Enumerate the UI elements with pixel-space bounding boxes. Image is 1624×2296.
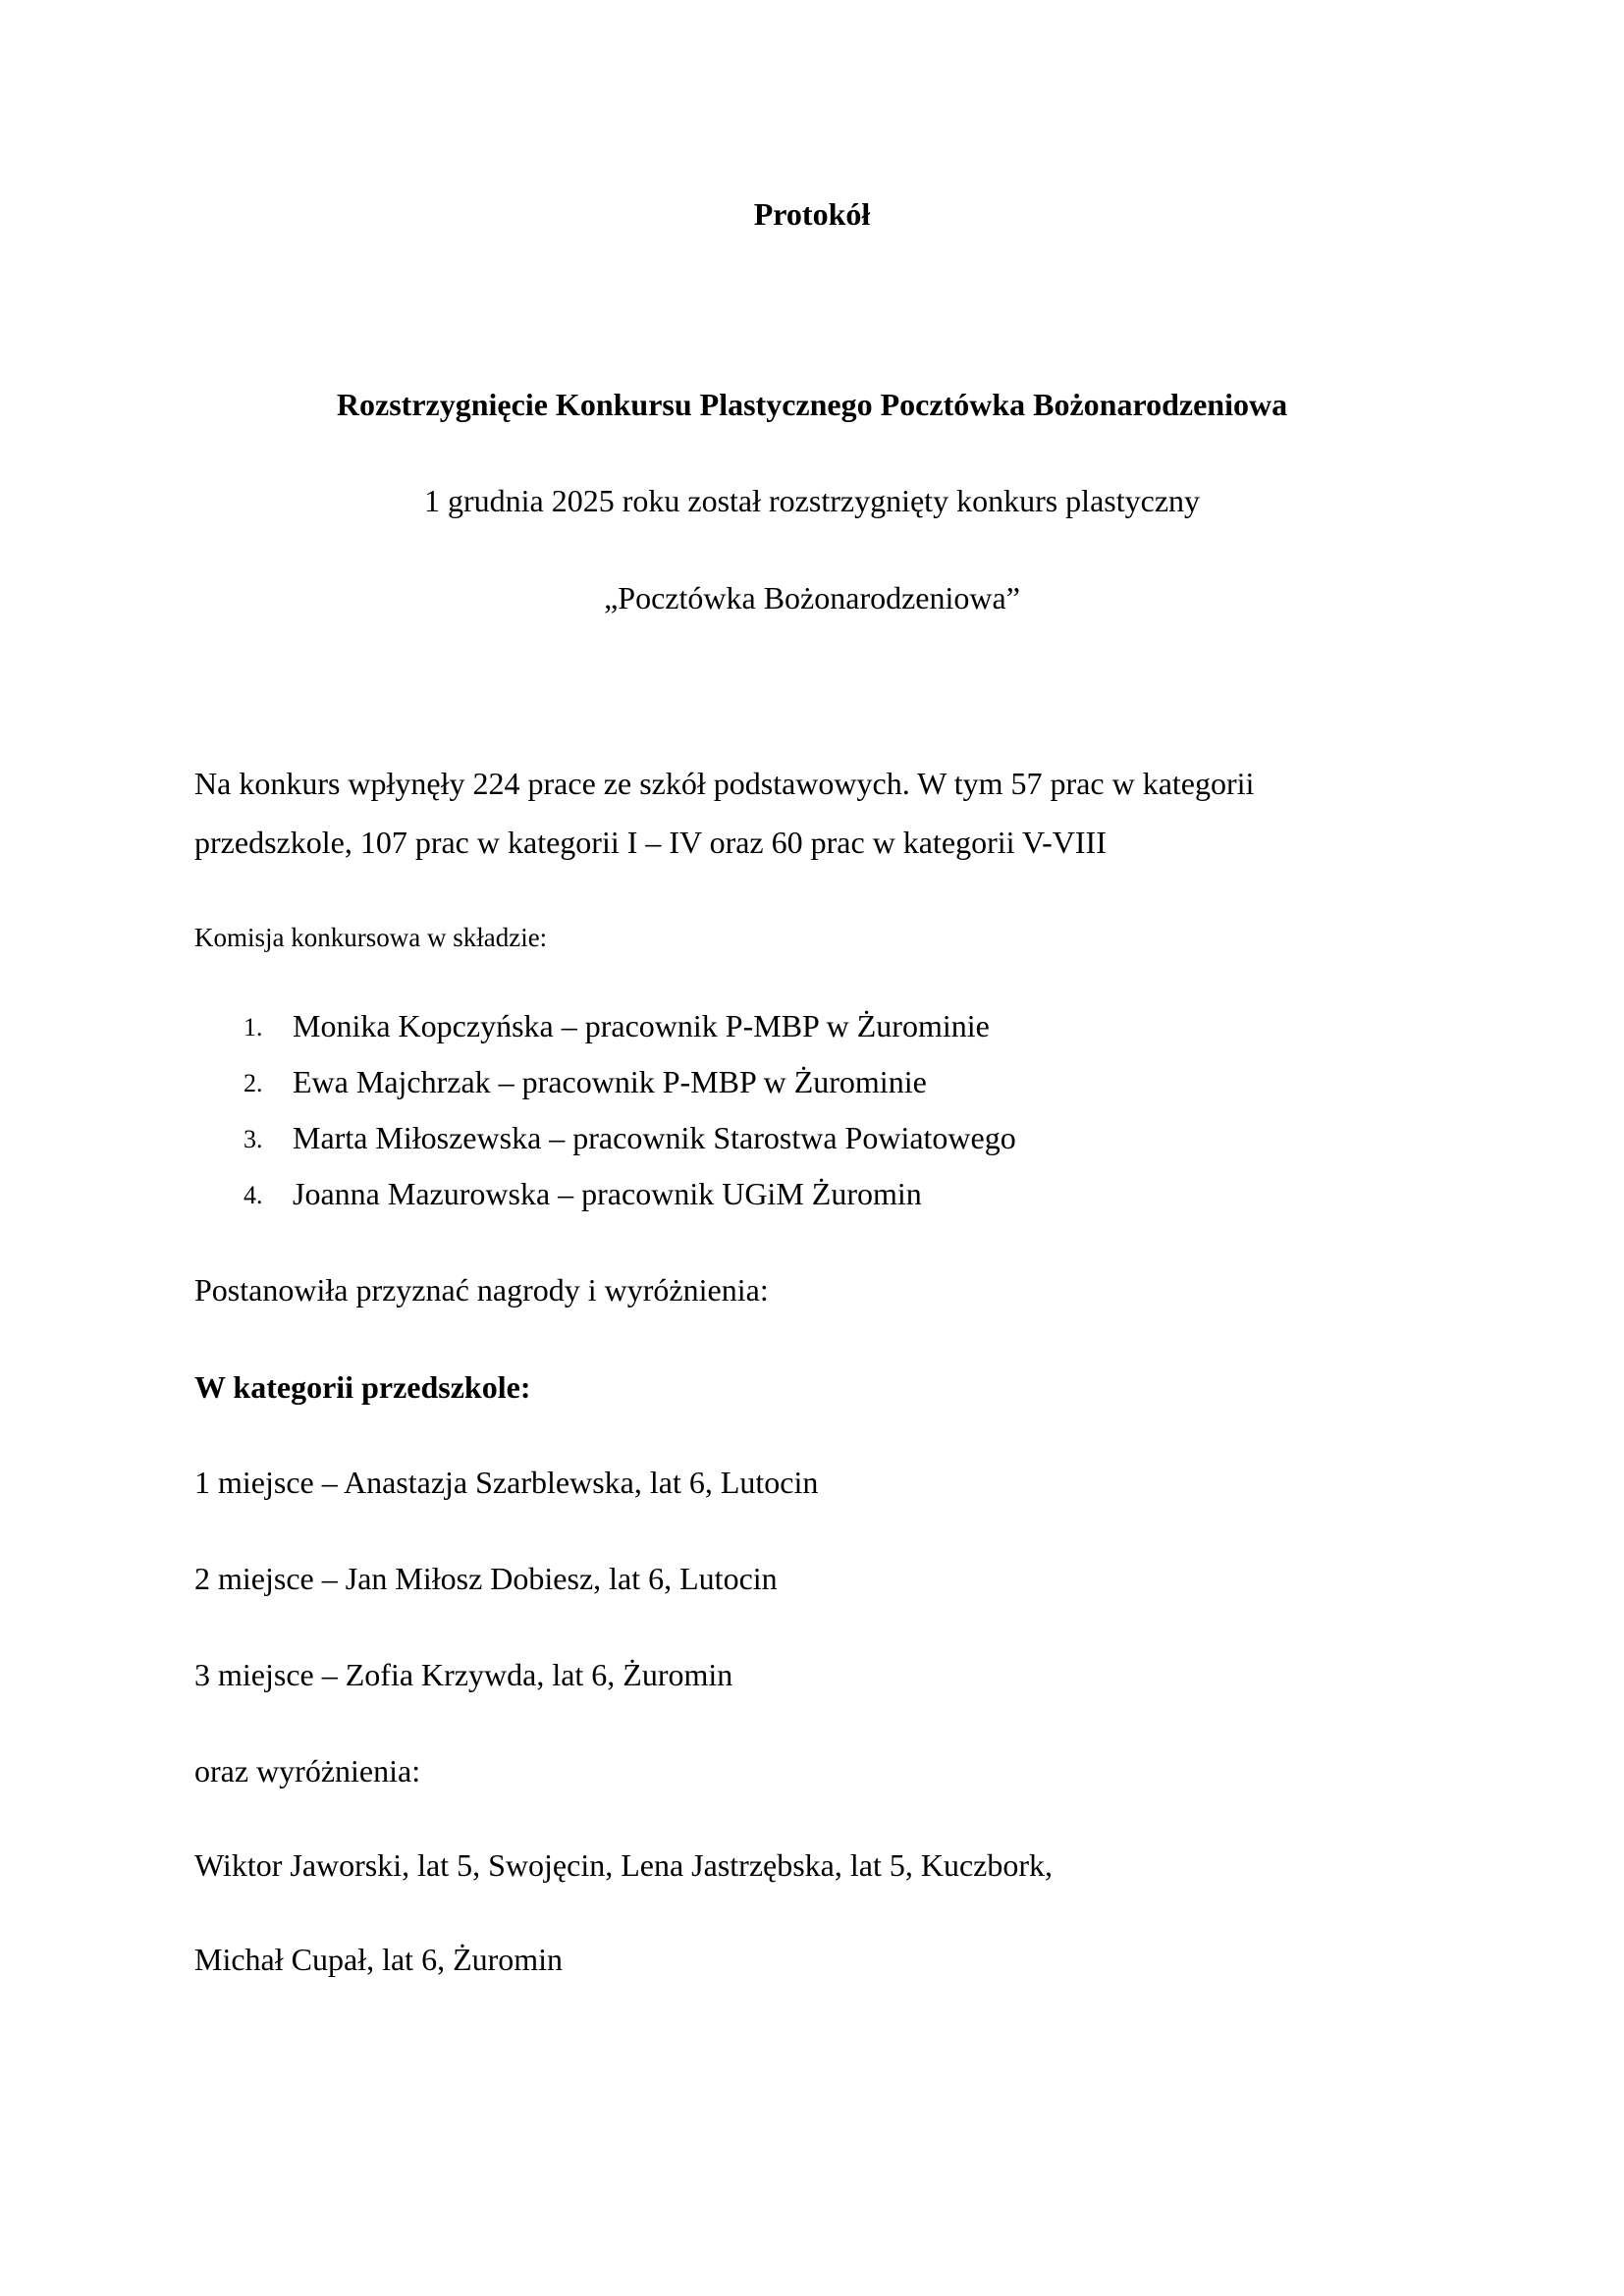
list-number: 4. [244, 1181, 263, 1209]
honors-heading: oraz wyróżnienia: [194, 1753, 421, 1789]
place-2: 2 miejsce – Jan Miłosz Dobiesz, lat 6, Lutocin [194, 1561, 778, 1596]
intro-line-2: „Pocztówka Bożonarodzeniowa” [604, 580, 1020, 615]
place-1: 1 miejsce – Anastazja Szarblewska, lat 6, Lutocin [194, 1465, 819, 1500]
honors-line-1: Wiktor Jaworski, lat 5, Swojęcin, Lena Jastrzębska, lat 5, Kuczbork, [194, 1847, 1054, 1883]
list-number: 3. [244, 1125, 263, 1153]
intro-line-1: 1 grudnia 2025 roku został rozstrzygnięty konkurs plastyczny [423, 483, 1201, 518]
category-heading: W kategorii przedszkole: [194, 1369, 531, 1405]
summary-line-1: Na konkurs wpłynęły 224 prace ze szkół podstawowych. W tym 57 prac w kategorii [194, 766, 1255, 801]
document-subtitle: Rozstrzygnięcie Konkursu Plastycznego Pocztówka Bożonarodzeniowa [336, 387, 1288, 422]
committee-heading: Komisja konkursowa w składzie: [194, 923, 548, 952]
list-number: 1. [244, 1013, 263, 1041]
summary-line-2: przedszkole, 107 prac w kategorii I – IV oraz 60 prac w kategorii V-VIII [194, 825, 1107, 860]
document-title: Protokół [753, 196, 871, 232]
committee-member-text: Ewa Majchrzak – pracownik P-MBP w Żurominie [293, 1064, 927, 1099]
honors-line-2: Michał Cupał, lat 6, Żuromin [194, 1942, 564, 1977]
committee-member-text: Monika Kopczyńska – pracownik P-MBP w Żurominie [293, 1008, 990, 1043]
list-number: 2. [244, 1069, 263, 1097]
decision-text: Postanowiła przyznać nagrody i wyróżnienia: [194, 1272, 769, 1308]
place-3: 3 miejsce – Zofia Krzywda, lat 6, Żuromin [194, 1657, 733, 1692]
committee-member-text: Joanna Mazurowska – pracownik UGiM Żuromin [293, 1176, 922, 1211]
committee-member-text: Marta Miłoszewska – pracownik Starostwa Powiatowego [293, 1120, 1016, 1155]
